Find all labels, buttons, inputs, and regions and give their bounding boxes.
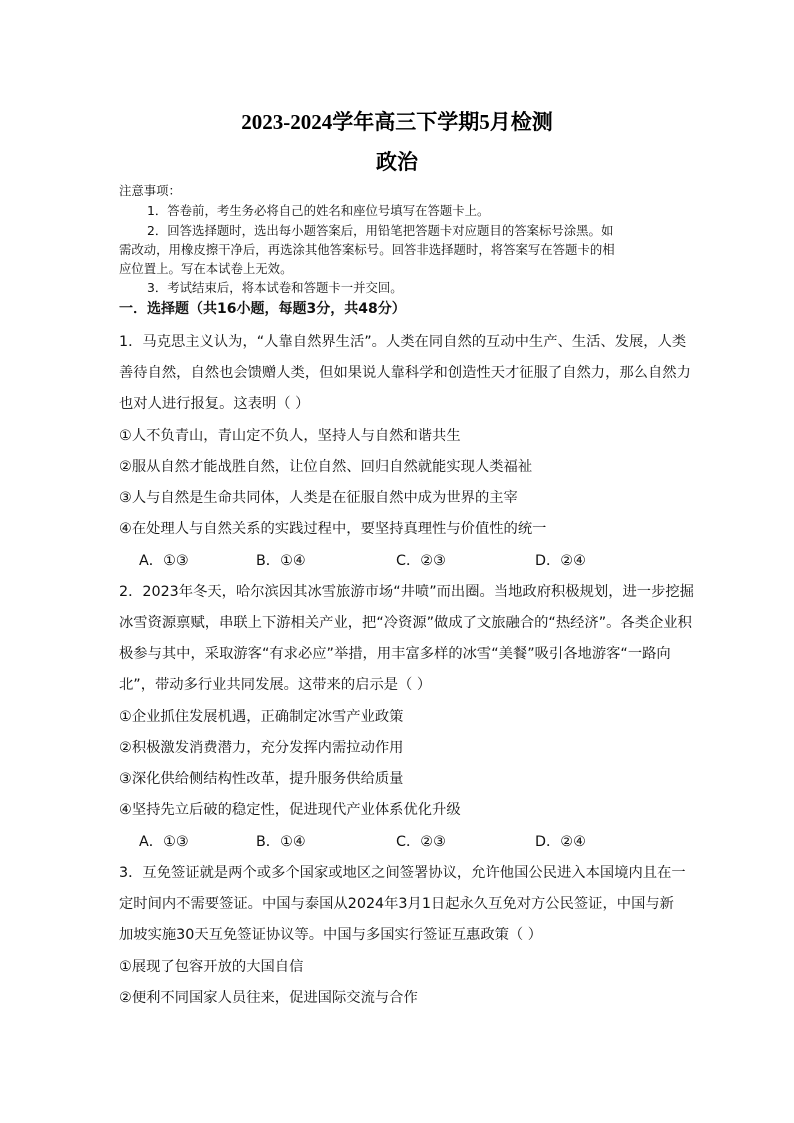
question-1-statement: ②服从自然才能战胜自然，让位自然、回归自然就能实现人类福祉 — [119, 459, 533, 475]
question-3-stem: 3．互免签证就是两个或多个国家或地区之间签署协议，允许他国公民进入本国境内且在一 — [119, 865, 686, 881]
question-2-stem: 冰雪资源禀赋，串联上下游相关产业，把“冷资源”做成了文旅融合的“热经济”。各类企业积 — [119, 615, 692, 631]
option-c[interactable]: C．②③ — [396, 553, 446, 569]
question-3-statement: ①展现了包容开放的大国自信 — [119, 959, 304, 975]
option-d[interactable]: D．②④ — [535, 834, 586, 850]
note-line: 需改动，用橡皮擦干净后，再选涂其他答案标号。回答非选择题时，将答案写在答题卡的相 — [119, 242, 615, 257]
option-a[interactable]: A．①③ — [139, 834, 189, 850]
section-title: 一．选择题（共16小题，每题3分，共48分） — [119, 301, 406, 317]
option-d[interactable]: D．②④ — [535, 553, 586, 569]
option-b[interactable]: B．①④ — [256, 834, 306, 850]
question-1-statement: ①人不负青山，青山定不负人，坚持人与自然和谐共生 — [119, 428, 461, 444]
option-a[interactable]: A．①③ — [139, 553, 189, 569]
question-2-stem: 极参与其中，采取游客“有求必应”举措，用丰富多样的冰雪“美餐”吸引各地游客“一路向 — [119, 646, 671, 662]
question-2-stem: 北”，带动多行业共同发展。这带来的启示是（ ） — [119, 677, 432, 693]
question-1-statement: ③人与自然是生命共同体，人类是在征服自然中成为世界的主宰 — [119, 490, 518, 506]
question-1-stem: 也对人进行报复。这表明（ ） — [119, 396, 310, 412]
note-line: 1．答卷前，考生务必将自己的姓名和座位号填写在答题卡上。 — [147, 203, 490, 218]
question-2-stem: 2．2023年冬天，哈尔滨因其冰雪旅游市场“井喷”而出圈。当地政府积极规划，进一步挖掘 — [119, 584, 694, 600]
question-3-statement: ②便利不同国家人员往来，促进国际交流与合作 — [119, 990, 418, 1006]
question-1-statement: ④在处理人与自然关系的实践过程中，要坚持真理性与价值性的统一 — [119, 521, 547, 537]
question-3-stem: 定时间内不需要签证。中国与泰国从2024年3月1日起永久互免对方公民签证，中国与新 — [119, 896, 674, 912]
note-line: 3．考试结束后，将本试卷和答题卡一并交回。 — [147, 280, 403, 295]
question-1-stem: 善待自然，自然也会馈赠人类，但如果说人靠科学和创造性天才征服了自然力，那么自然力 — [119, 365, 691, 381]
question-3-stem: 加坡实施30天互免签证协议等。中国与多国实行签证互惠政策（ ） — [119, 927, 543, 943]
question-2-statement: ①企业抓住发展机遇，正确制定冰雪产业政策 — [119, 709, 404, 725]
option-c[interactable]: C．②③ — [396, 834, 446, 850]
question-2-statement: ④坚持先立后破的稳定性，促进现代产业体系优化升级 — [119, 802, 461, 818]
question-1-stem: 1．马克思主义认为，“人靠自然界生活”。人类在同自然的互动中生产、生活、发展，人类 — [119, 334, 687, 350]
subject-title: 政治 — [376, 150, 418, 174]
note-line: 应位置上。写在本试卷上无效。 — [119, 261, 293, 276]
option-b[interactable]: B．①④ — [256, 553, 306, 569]
question-2-statement: ③深化供给侧结构性改革，提升服务供给质量 — [119, 771, 404, 787]
question-2-statement: ②积极激发消费潜力，充分发挥内需拉动作用 — [119, 740, 404, 756]
exam-title: 2023-2024学年高三下学期5月检测 — [241, 110, 553, 134]
notes-heading: 注意事项： — [119, 183, 181, 198]
note-line: 2．回答选择题时，选出每小题答案后，用铅笔把答题卡对应题目的答案标号涂黑。如 — [147, 223, 614, 238]
